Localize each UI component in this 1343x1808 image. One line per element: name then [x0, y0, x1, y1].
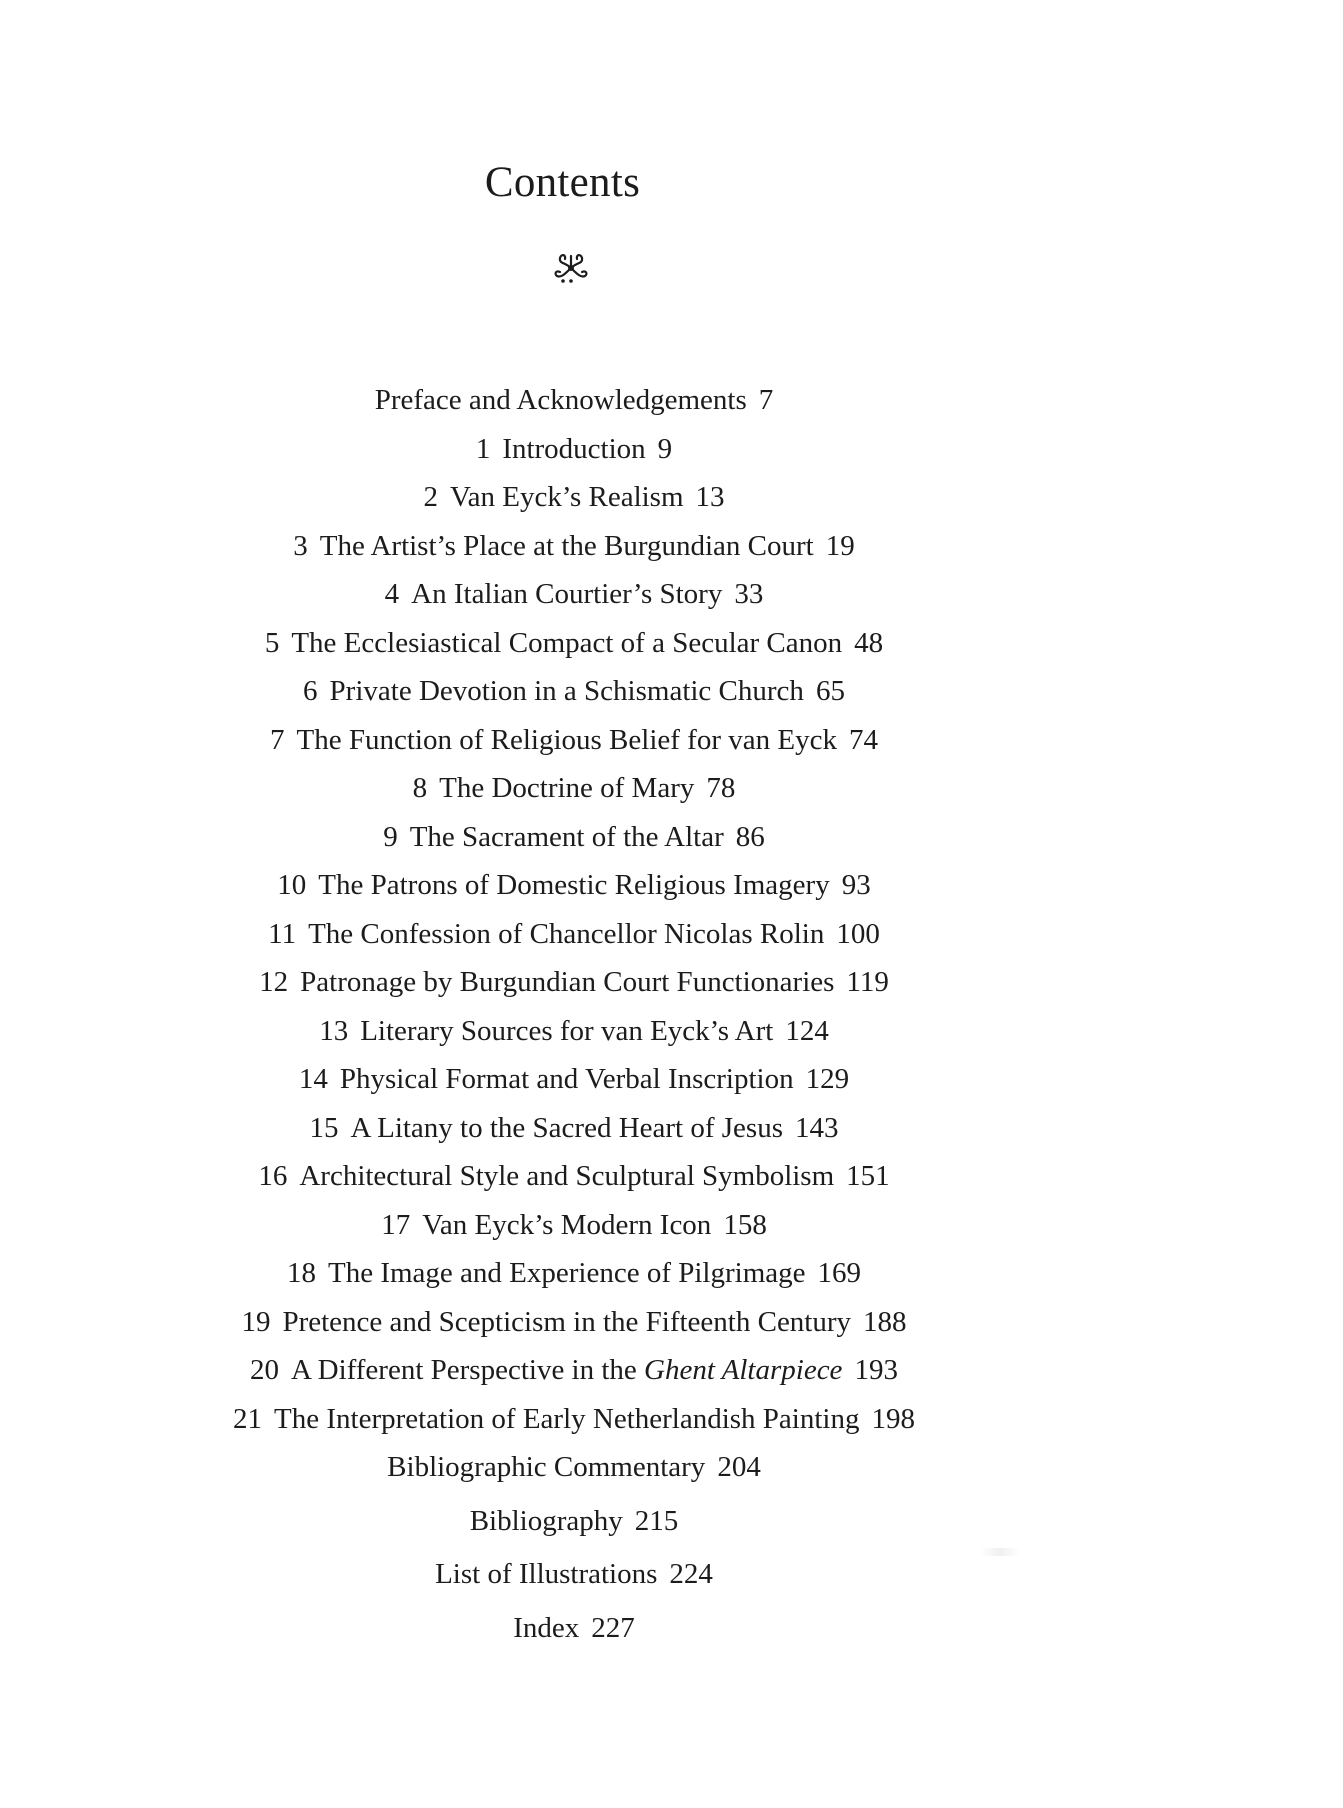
toc-entry-title: An Italian Courtier’s Story — [411, 578, 723, 610]
toc-entry[interactable] — [0, 669, 1148, 718]
toc-entry-page: 78 — [706, 772, 736, 804]
toc-entry-title: The Ecclesiastical Compact of a Secular Canon — [291, 626, 843, 659]
toc-entry-page: 227 — [591, 1611, 635, 1644]
toc-entry-number: 17 — [381, 1208, 411, 1241]
toc-entry-title: Index — [513, 1611, 580, 1644]
toc-entry[interactable] — [0, 1397, 1148, 1446]
toc-entry-page: 100 — [836, 917, 880, 950]
toc-entry-number: 13 — [319, 1014, 349, 1047]
toc-entry-page: 198 — [871, 1402, 915, 1435]
toc-entry-page: 19 — [825, 529, 855, 562]
toc-entry[interactable] — [0, 960, 1148, 1009]
toc-entry-page: 65 — [815, 675, 845, 707]
toc-entry-title — [291, 1354, 842, 1386]
toc-entry-number: 18 — [287, 1257, 316, 1289]
toc-entry-title: Pretence and Scepticism in the Fifteenth Century — [282, 1305, 852, 1338]
toc-entry-page: 129 — [805, 1063, 850, 1095]
toc-entry-number: 14 — [298, 1063, 328, 1095]
page-title: Contents — [484, 159, 641, 206]
toc-entry-page: 13 — [695, 481, 725, 513]
toc-entry[interactable] — [0, 621, 1148, 670]
toc-entry[interactable] — [0, 1106, 1148, 1155]
toc-entry[interactable] — [0, 766, 1148, 815]
scan-smudge — [980, 1548, 1020, 1556]
toc-entry[interactable] — [0, 475, 1148, 524]
toc-entry-title: The Artist’s Place at the Burgundian Court — [319, 529, 814, 562]
toc-entry-title: Literary Sources for van Eyck’s Art — [360, 1014, 774, 1047]
toc-entry[interactable] — [0, 524, 1148, 573]
toc-entry-page: 119 — [846, 966, 889, 998]
toc-entry-title: Van Eyck’s Modern Icon — [422, 1208, 712, 1241]
toc-entry-page: 33 — [734, 578, 764, 610]
toc-entry-number: 15 — [309, 1111, 339, 1144]
toc-entry-page: 169 — [817, 1257, 861, 1289]
toc-entry-title: Bibliographic Commentary — [387, 1451, 706, 1483]
toc-entry[interactable] — [0, 1251, 1148, 1300]
toc-entry-number: 10 — [277, 869, 307, 901]
toc-entry-number: 20 — [250, 1354, 280, 1386]
toc-entry-page: 143 — [794, 1111, 839, 1144]
toc-entry[interactable] — [0, 912, 1148, 961]
toc-entry[interactable] — [0, 1203, 1148, 1252]
toc-entry-page: 224 — [669, 1558, 713, 1590]
toc-entry-title: List of Illustrations — [435, 1558, 658, 1590]
table-of-contents — [0, 378, 1148, 1659]
toc-entry[interactable] — [0, 1057, 1148, 1106]
toc-entry-title: The Patrons of Domestic Religious Imagery — [318, 869, 830, 901]
fleuron-icon — [551, 248, 591, 288]
toc-entry-number: 12 — [259, 966, 289, 998]
toc-entry-number: 19 — [241, 1305, 271, 1338]
toc-entry-number: 6 — [303, 675, 318, 707]
toc-back-matter-entry[interactable] — [0, 1606, 1148, 1660]
toc-entry[interactable] — [0, 378, 1148, 427]
toc-entry-title: Architectural Style and Sculptural Symbolism — [299, 1160, 835, 1192]
toc-entry-title: Physical Format and Verbal Inscription — [339, 1063, 794, 1095]
toc-entry-title: Patronage by Burgundian Court Functionaries — [300, 966, 835, 998]
toc-entry-number: 5 — [264, 626, 280, 659]
toc-entry-number: 11 — [268, 917, 297, 950]
toc-entry-number: 4 — [384, 578, 400, 610]
toc-back-matter-entry[interactable] — [0, 1552, 1148, 1606]
toc-entry[interactable] — [0, 718, 1148, 767]
toc-entry-title: The Image and Experience of Pilgrimage — [328, 1257, 806, 1289]
toc-entry-page: 7 — [758, 384, 774, 416]
toc-entry-title: Introduction — [502, 432, 646, 465]
toc-entry-number: 3 — [293, 529, 308, 562]
toc-entry-number: 16 — [258, 1160, 288, 1192]
toc-entry-title: The Function of Religious Belief for van Eyck — [296, 723, 837, 756]
toc-entry[interactable] — [0, 427, 1148, 476]
toc-back-matter-entry[interactable] — [0, 1445, 1148, 1499]
toc-entry-title: A Litany to the Sacred Heart of Jesus — [350, 1111, 783, 1144]
toc-back-matter-entry[interactable] — [0, 1499, 1148, 1553]
toc-entry-number: 9 — [383, 820, 398, 853]
toc-entry-title-prefix: A Different Perspective in the — [291, 1354, 637, 1386]
toc-entry-page: 124 — [785, 1014, 829, 1047]
toc-entry-title: The Interpretation of Early Netherlandish Painting — [274, 1402, 860, 1435]
toc-entry-page: 193 — [854, 1354, 898, 1386]
toc-entry-page: 151 — [846, 1160, 890, 1192]
toc-entry-title: Private Devotion in a Schismatic Church — [329, 675, 804, 707]
toc-entry-title: The Sacrament of the Altar — [409, 820, 724, 853]
toc-entry[interactable] — [0, 1348, 1148, 1397]
toc-entry-title: Bibliography — [469, 1504, 623, 1537]
toc-entry-page: 204 — [717, 1451, 761, 1483]
toc-entry-page: 188 — [863, 1305, 907, 1338]
toc-entry-page: 9 — [657, 432, 673, 465]
toc-entry-number: 7 — [270, 723, 285, 756]
toc-entry[interactable] — [0, 863, 1148, 912]
toc-entry-page: 93 — [841, 869, 871, 901]
toc-entry[interactable] — [0, 1154, 1148, 1203]
toc-entry[interactable] — [0, 572, 1148, 621]
toc-entry[interactable] — [0, 1009, 1148, 1058]
toc-entry-title: The Doctrine of Mary — [439, 772, 695, 804]
toc-entry-number: 1 — [475, 432, 491, 465]
toc-entry[interactable] — [0, 815, 1148, 864]
toc-entry-page: 74 — [848, 723, 878, 756]
toc-entry[interactable] — [0, 1300, 1148, 1349]
toc-entry-number: 2 — [423, 481, 438, 513]
toc-entry-number: 21 — [233, 1402, 263, 1435]
toc-entry-title: Van Eyck’s Realism — [449, 481, 684, 513]
toc-entry-title-italic: Ghent Altarpiece — [644, 1354, 843, 1386]
toc-entry-page: 215 — [634, 1504, 679, 1537]
toc-entry-title: The Confession of Chancellor Nicolas Rolin — [308, 917, 825, 950]
toc-entry-page: 48 — [854, 626, 884, 659]
toc-entry-page: 86 — [735, 820, 765, 853]
toc-entry-page: 158 — [723, 1208, 767, 1241]
toc-entry-number: 8 — [412, 772, 428, 804]
toc-entry-title: Preface and Acknowledgements — [374, 384, 747, 416]
